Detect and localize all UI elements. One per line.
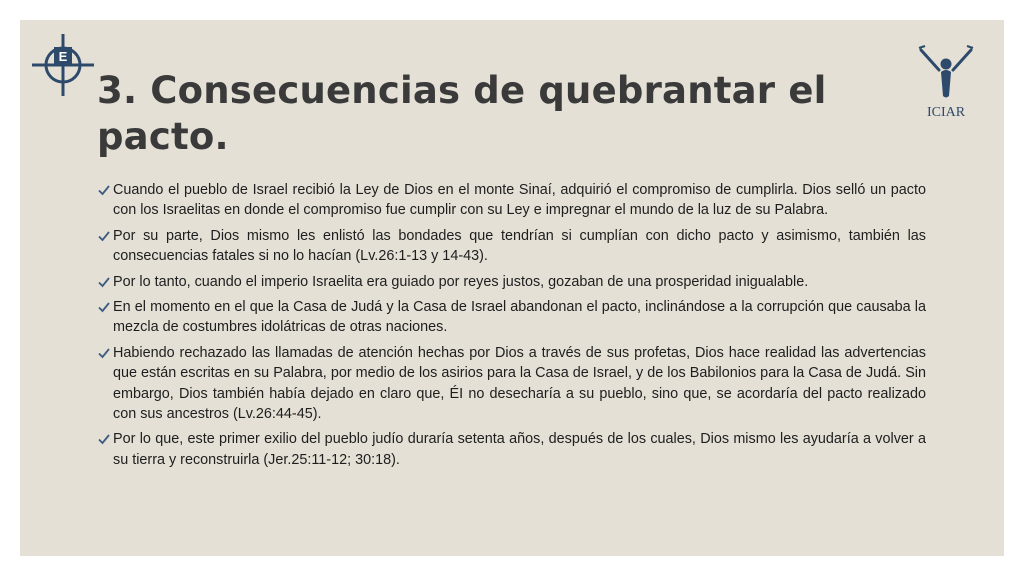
raised-arms-figure-logo — [917, 44, 975, 120]
bullet-item — [98, 297, 926, 338]
bullet-text: Por su parte, Dios mismo les enlistó las bondades que tendrían si cumplían con dicho pacto y asimismo, también las consecuencias fatales si no lo hacían (Lv.26:1-13 y 14-43). — [113, 227, 926, 265]
bullet-list — [98, 180, 926, 475]
bullet-item — [98, 343, 926, 425]
logo-letter: E — [58, 49, 68, 64]
bullet-item — [98, 429, 926, 470]
checkmark-icon — [98, 230, 110, 242]
slide-title: 3. Consecuencias de quebrantar el pacto. — [97, 69, 827, 158]
compass-crosshair-logo — [30, 32, 96, 98]
bullet-text: Habiendo rechazado las llamadas de atención hechas por Dios a través de sus profetas, Dios hace realidad las advertencias que están escritas en su Palabra, por medio de los asirios para la Casa de Israel, y de los Babilonios para la Casa de Judá. Sin embargo, Dios también había dejado en claro que, ÉI no desecharía a su pueblo, sino que, se acordaría del pacto realizado con sus ancestros (Lv.26:44-45). — [113, 344, 926, 423]
checkmark-icon — [98, 301, 110, 313]
logo-text: ICIAR — [926, 105, 966, 120]
bullet-item — [98, 226, 926, 267]
bullet-text: Cuando el pueblo de Israel recibió la Ley de Dios en el monte Sinaí, adquirió el compromiso de cumplirla. Dios selló un pacto con los Israelitas en donde el compromiso fue cumplir con su Ley e impregnar el mundo de la luz de su Palabra. — [113, 182, 926, 219]
checkmark-icon — [98, 433, 110, 445]
bullet-text: En el momento en el que la Casa de Judá y la Casa de Israel abandonan el pacto, inclinándose a la corrupción que causaba la mezcla de costumbres idolátricas de otras naciones. — [113, 299, 926, 336]
checkmark-icon — [98, 184, 110, 196]
bullet-text: Por lo tanto, cuando el imperio Israelita era guiado por reyes justos, gozaban de una prosperidad inigualable. — [113, 273, 809, 290]
checkmark-icon — [98, 276, 110, 288]
bullet-text: Por lo que, este primer exilio del pueblo judío duraría setenta años, después de los cuales, Dios mismo les ayudaría a volver a su tierra y reconstruirla (Jer.25:11-12; 30:18). — [113, 431, 926, 468]
slide — [20, 20, 1004, 556]
bullet-item — [98, 180, 926, 221]
checkmark-icon — [98, 347, 110, 359]
bullet-item — [98, 272, 926, 292]
